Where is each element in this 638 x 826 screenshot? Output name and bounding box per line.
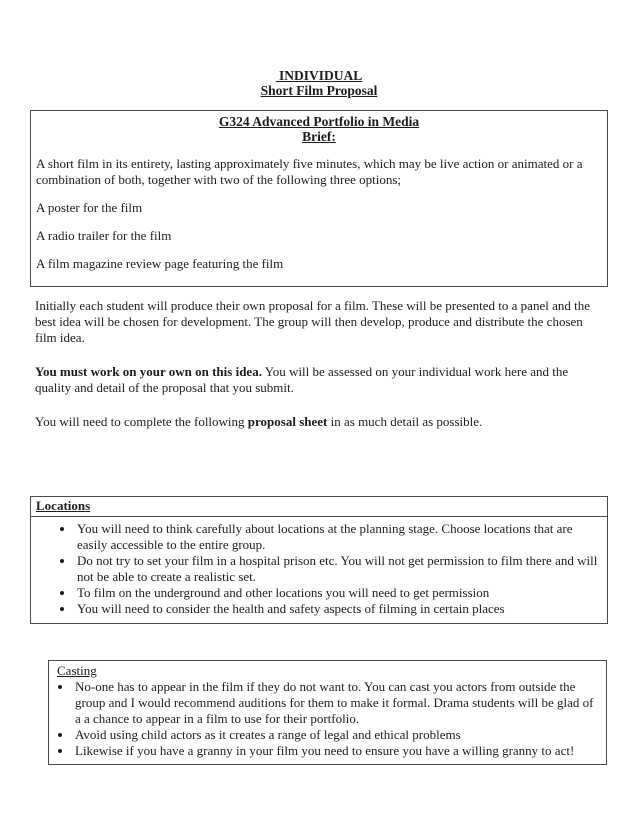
brief-option-poster: A poster for the film [36, 200, 143, 215]
title-line-short-film-proposal: Short Film Proposal [260, 83, 378, 98]
locations-bullet-underground-permission: • To film on the underground and other locations you will need to get permission [75, 585, 601, 601]
paragraph-proposal-sheet [35, 414, 606, 430]
brief-heading-course: G324 Advanced Portfolio in Media [218, 114, 420, 129]
casting-bullet-granny: • Likewise if you have a granny in your film you need to ensure you have a willing granny to act! [73, 743, 600, 759]
brief-intro-paragraph: A short film in its entirety, lasting approximately five minutes, which may be live action or animated or a combination of both, together with two of the following three options; [36, 156, 583, 187]
casting-box [48, 660, 607, 765]
paragraph-work-alone [35, 364, 606, 396]
paragraph-work-alone-rest: You will be assessed on your individual work here and the quality and detail of the proposal that you submit. [35, 364, 569, 395]
locations-bullet-hospital-prison: • Do not try to set your film in a hospital prison etc. You will not get permission to film there and will not be able to create a realistic set. [75, 553, 601, 585]
locations-heading-text: Locations [36, 498, 91, 513]
brief-heading-brief: Brief: [302, 129, 336, 144]
paragraph-work-alone-bold: You must work on your own on this idea. [35, 364, 262, 379]
title-line-individual: INDIVIDUAL [275, 68, 363, 83]
paragraph-proposal-sheet-post: in as much detail as possible. [327, 414, 483, 429]
brief-option-magazine-review: A film magazine review page featuring the film [36, 256, 284, 271]
casting-heading-text: Casting [57, 663, 97, 678]
casting-bullet-no-one: • No-one has to appear in the film if they do not want to. You can cast you actors from outside the group and I would recommend auditions for them to make it formal. Drama students will be glad of a a chance to appear in a film to use for their portfolio. [73, 679, 600, 727]
casting-bullet-child-actors: • Avoid using child actors as it creates a range of legal and ethical problems [73, 727, 600, 743]
casting-heading [49, 663, 606, 679]
document-title [0, 0, 638, 98]
locations-heading [31, 497, 607, 517]
locations-box [30, 496, 608, 624]
paragraph-proposal-process: Initially each student will produce their own proposal for a film. These will be presented to a panel and the best idea will be chosen for development. The group will then develop, produce and distribute the chosen film idea. [35, 298, 590, 345]
locations-bullet-health-safety: • You will need to consider the health and safety aspects of filming in certain places [75, 601, 601, 617]
locations-bullet-list [31, 521, 601, 617]
brief-box [30, 110, 608, 287]
paragraph-proposal-sheet-bold: proposal sheet [247, 414, 328, 429]
brief-option-radio-trailer: A radio trailer for the film [36, 228, 172, 243]
locations-bullet-planning: • You will need to think carefully about locations at the planning stage. Choose locations that are easily accessible to the entire group. [75, 521, 601, 553]
casting-bullet-list [49, 679, 600, 759]
paragraph-proposal-sheet-pre: You will need to complete the following [35, 414, 248, 429]
